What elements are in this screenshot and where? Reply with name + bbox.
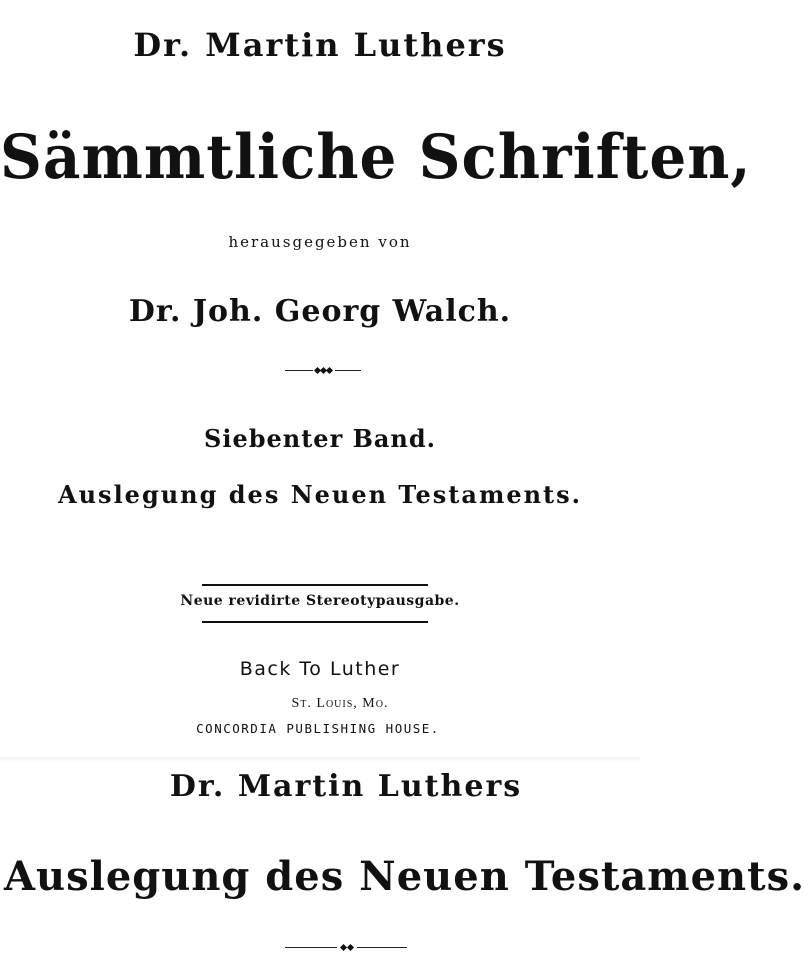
half-title-author: Dr. Martin Luthers [169, 769, 523, 804]
subtitle: Auslegung des Neuen Testaments. [57, 480, 583, 509]
edition-rule-top [202, 584, 428, 586]
editor-name: Dr. Joh. Georg Walch. [128, 294, 512, 329]
ornamental-rule-top [285, 366, 361, 376]
volume-label: Siebenter Band. [204, 424, 436, 453]
publisher-name: CONCORDIA PUBLISHING HOUSE. [196, 721, 440, 736]
edition-note: Neue revidirte Stereotypausgabe. [180, 593, 460, 609]
edition-rule-bottom [202, 621, 428, 623]
half-title-title: Auslegung des Neuen Testaments. [4, 853, 805, 900]
author-heading: Dr. Martin Luthers [133, 26, 507, 64]
ornamental-rule-bottom [285, 943, 407, 953]
publisher-city: St. Louis, Mo. [291, 696, 389, 711]
main-title: Sämmtliche Schriften, [0, 121, 752, 193]
back-to-luther-label: Back To Luther [239, 658, 401, 680]
edited-by-line: herausgegeben von [228, 233, 412, 251]
page-divider [0, 757, 640, 762]
